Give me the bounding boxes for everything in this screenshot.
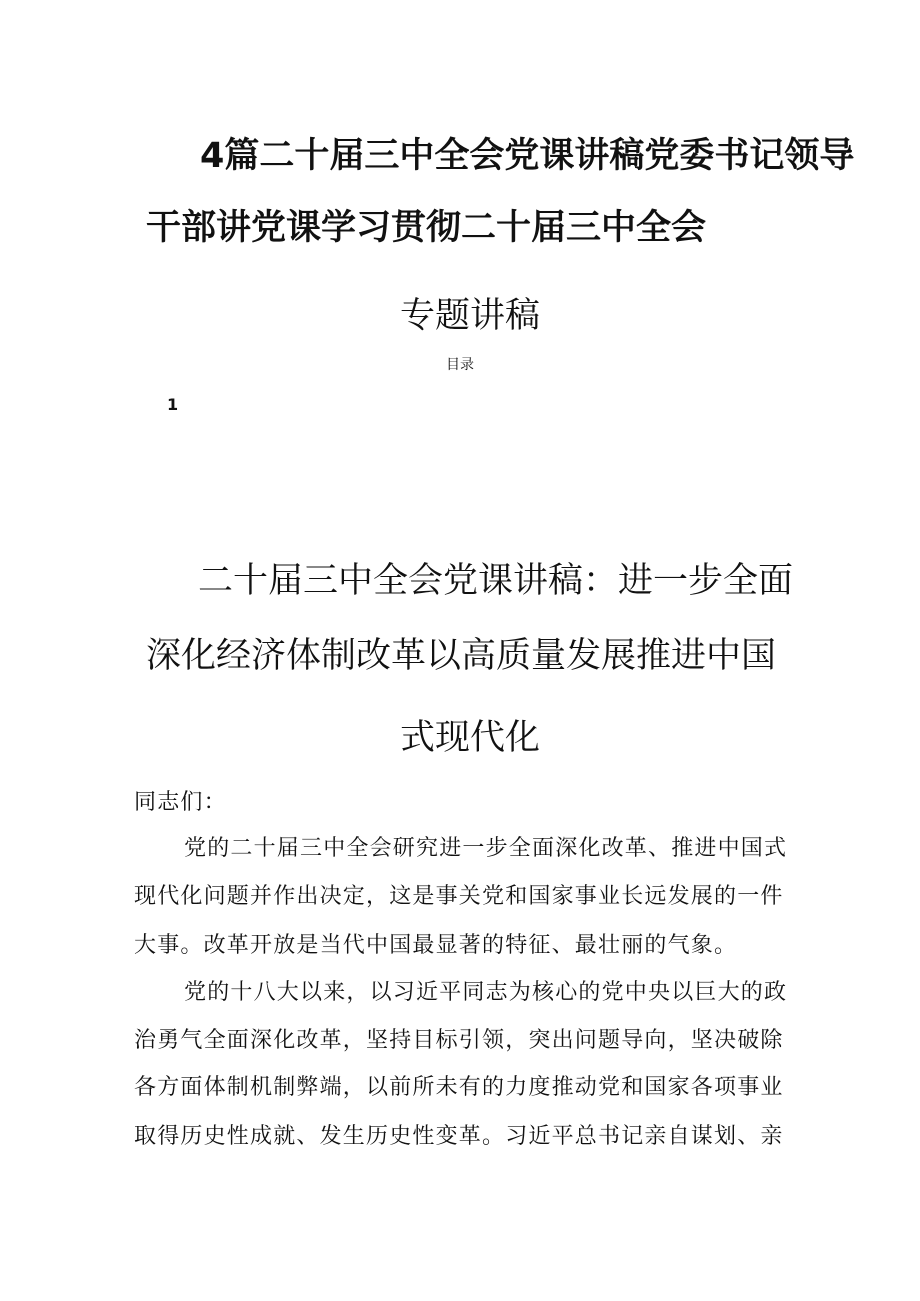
paragraph-2-line-3: 各方面体制机制弊端，以前所未有的力度推动党和国家各项事业 xyxy=(134,1075,784,1100)
paragraph-2-line-4: 取得历史性成就、发生历史性变革。习近平总书记亲自谋划、亲 xyxy=(134,1124,784,1149)
section-title-line-2: 深化经济体制改革以高质量发展推进中国 xyxy=(146,636,777,676)
paragraph-1-line-3: 大事。改革开放是当代中国最显著的特征、最壮丽的气象。 xyxy=(134,933,738,958)
document-title-line-3: 专题讲稿 xyxy=(400,296,541,336)
section-title-line-3: 式现代化 xyxy=(400,718,541,758)
document-title-line-1: 4篇二十届三中全会党课讲稿党委书记领导 xyxy=(200,136,855,176)
toc-heading: 目录 xyxy=(446,357,474,373)
paragraph-1-line-2: 现代化问题并作出决定，这是事关党和国家事业长远发展的一件 xyxy=(134,884,784,909)
paragraph-1-line-1: 党的二十届三中全会研究进一步全面深化改革、推进中国式 xyxy=(184,836,788,861)
section-title-line-1: 二十届三中全会党课讲稿：进一步全面 xyxy=(198,561,794,601)
toc-entry-number[interactable]: 1 xyxy=(167,395,179,414)
paragraph-2-line-1: 党的十八大以来，以习近平同志为核心的党中央以巨大的政 xyxy=(184,980,788,1005)
document-title-line-2: 干部讲党课学习贯彻二十届三中全会 xyxy=(146,208,707,248)
salutation: 同志们： xyxy=(134,790,227,815)
paragraph-2-line-2: 治勇气全面深化改革，坚持目标引领，突出问题导向，坚决破除 xyxy=(134,1028,784,1053)
